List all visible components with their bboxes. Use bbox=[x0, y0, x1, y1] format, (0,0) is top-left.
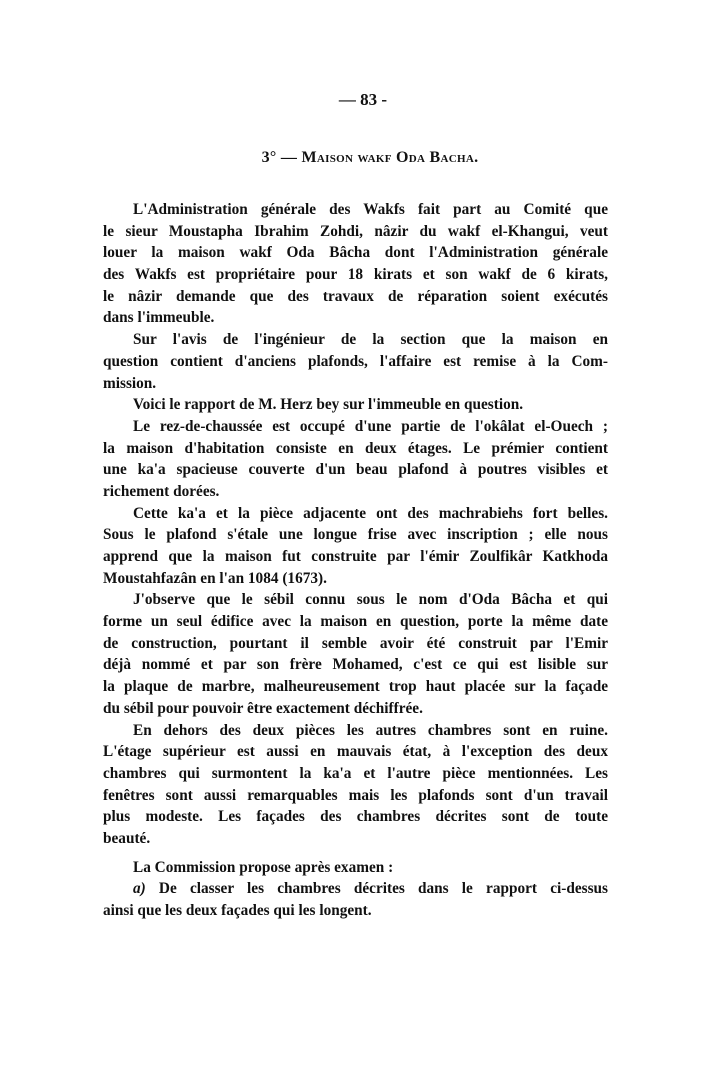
text-line: Moustahfazân en l'an 1084 (1673). bbox=[103, 569, 327, 587]
paragraph bbox=[103, 416, 608, 503]
text-line: Voici le rapport de M. Herz bey sur l'immeuble en question. bbox=[133, 396, 524, 414]
text-line: fenêtres sont aussi remarquables mais les plafonds sont d'un travail bbox=[103, 786, 608, 804]
paragraph bbox=[103, 394, 608, 416]
text-line: Cette ka'a et la pièce adjacente ont des machrabiehs fort belles. bbox=[133, 504, 608, 522]
text-line: a) De classer les chambres décrites dans le rapport ci-dessus bbox=[133, 880, 608, 898]
body-text bbox=[103, 199, 608, 922]
text-line: chambres qui surmontent la ka'a et l'autre pièce mentionnées. Les bbox=[103, 764, 608, 782]
text-line: le sieur Moustapha Ibrahim Zohdi, nâzir du wakf el-Khangui, veut bbox=[103, 222, 608, 240]
text-line: Sous le plafond s'étale une longue frise avec inscription ; elle nous bbox=[103, 526, 608, 544]
text-line: Sur l'avis de l'ingénieur de la section que la maison en bbox=[133, 331, 608, 349]
page-number: — 83 - bbox=[338, 90, 388, 109]
text-line: question contient d'anciens plafonds, l'affaire est remise à la Com- bbox=[103, 352, 608, 370]
text-line: ainsi que les deux façades qui les longent. bbox=[103, 902, 372, 919]
text-line: dans l'immeuble. bbox=[103, 309, 215, 327]
text-line: mission. bbox=[103, 374, 157, 392]
text-line: de construction, pourtant il semble avoir été construit par l'Emir bbox=[103, 634, 608, 652]
text-line: richement dorées. bbox=[103, 482, 220, 500]
text-line: déjà nommé et par son frère Mohamed, c'est ce qui est lisible sur bbox=[103, 656, 608, 674]
text-line: forme un seul édifice avec la maison en question, porte la même date bbox=[103, 613, 608, 631]
paragraph bbox=[103, 329, 608, 394]
text-line: Le rez-de-chaussée est occupé d'une partie de l'okâlat el-Ouech ; bbox=[133, 417, 608, 435]
text-line: La Commission propose après examen : bbox=[133, 858, 394, 876]
text-line: la maison d'habitation consiste en deux étages. Le prémier contient bbox=[103, 439, 608, 457]
text-line: du sébil pour pouvoir être exactement déchiffrée. bbox=[103, 699, 423, 717]
text-line: En dehors des deux pièces les autres chambres sont en ruine. bbox=[133, 721, 608, 739]
text-line: la plaque de marbre, malheureusement trop haut placée sur la façade bbox=[103, 678, 608, 696]
text-line: L'étage supérieur est aussi en mauvais état, à l'exception des deux bbox=[103, 743, 608, 761]
text-line: apprend que la maison fut construite par l'émir Zoulfikâr Katkhoda bbox=[103, 548, 608, 565]
text-line: le nâzir demande que des travaux de réparation soient exécutés bbox=[103, 287, 608, 305]
paragraph bbox=[103, 589, 608, 719]
text-line: beauté. bbox=[103, 829, 151, 847]
list-marker: a) bbox=[133, 880, 146, 898]
text-line: plus modeste. Les façades des chambres décrites sont de toute bbox=[103, 808, 608, 826]
text-line: L'Administration générale des Wakfs fait part au Comité que bbox=[133, 201, 608, 218]
paragraph bbox=[103, 878, 608, 921]
paragraph bbox=[103, 857, 608, 879]
text-line: des Wakfs est propriétaire pour 18 kirats et son wakf de 6 kirats, bbox=[103, 266, 608, 284]
text-line: J'observe que le sébil connu sous le nom d'Oda Bâcha et qui bbox=[133, 591, 608, 609]
paragraph bbox=[103, 199, 608, 329]
paragraph bbox=[103, 720, 608, 850]
section-heading: 3° — Maison wakf Oda Bacha. bbox=[261, 149, 479, 166]
text-line: une ka'a spacieuse couverte d'un beau plafond à poutres visibles et bbox=[103, 461, 608, 479]
text-line: louer la maison wakf Oda Bâcha dont l'Administration générale bbox=[103, 244, 608, 262]
paragraph bbox=[103, 503, 608, 590]
